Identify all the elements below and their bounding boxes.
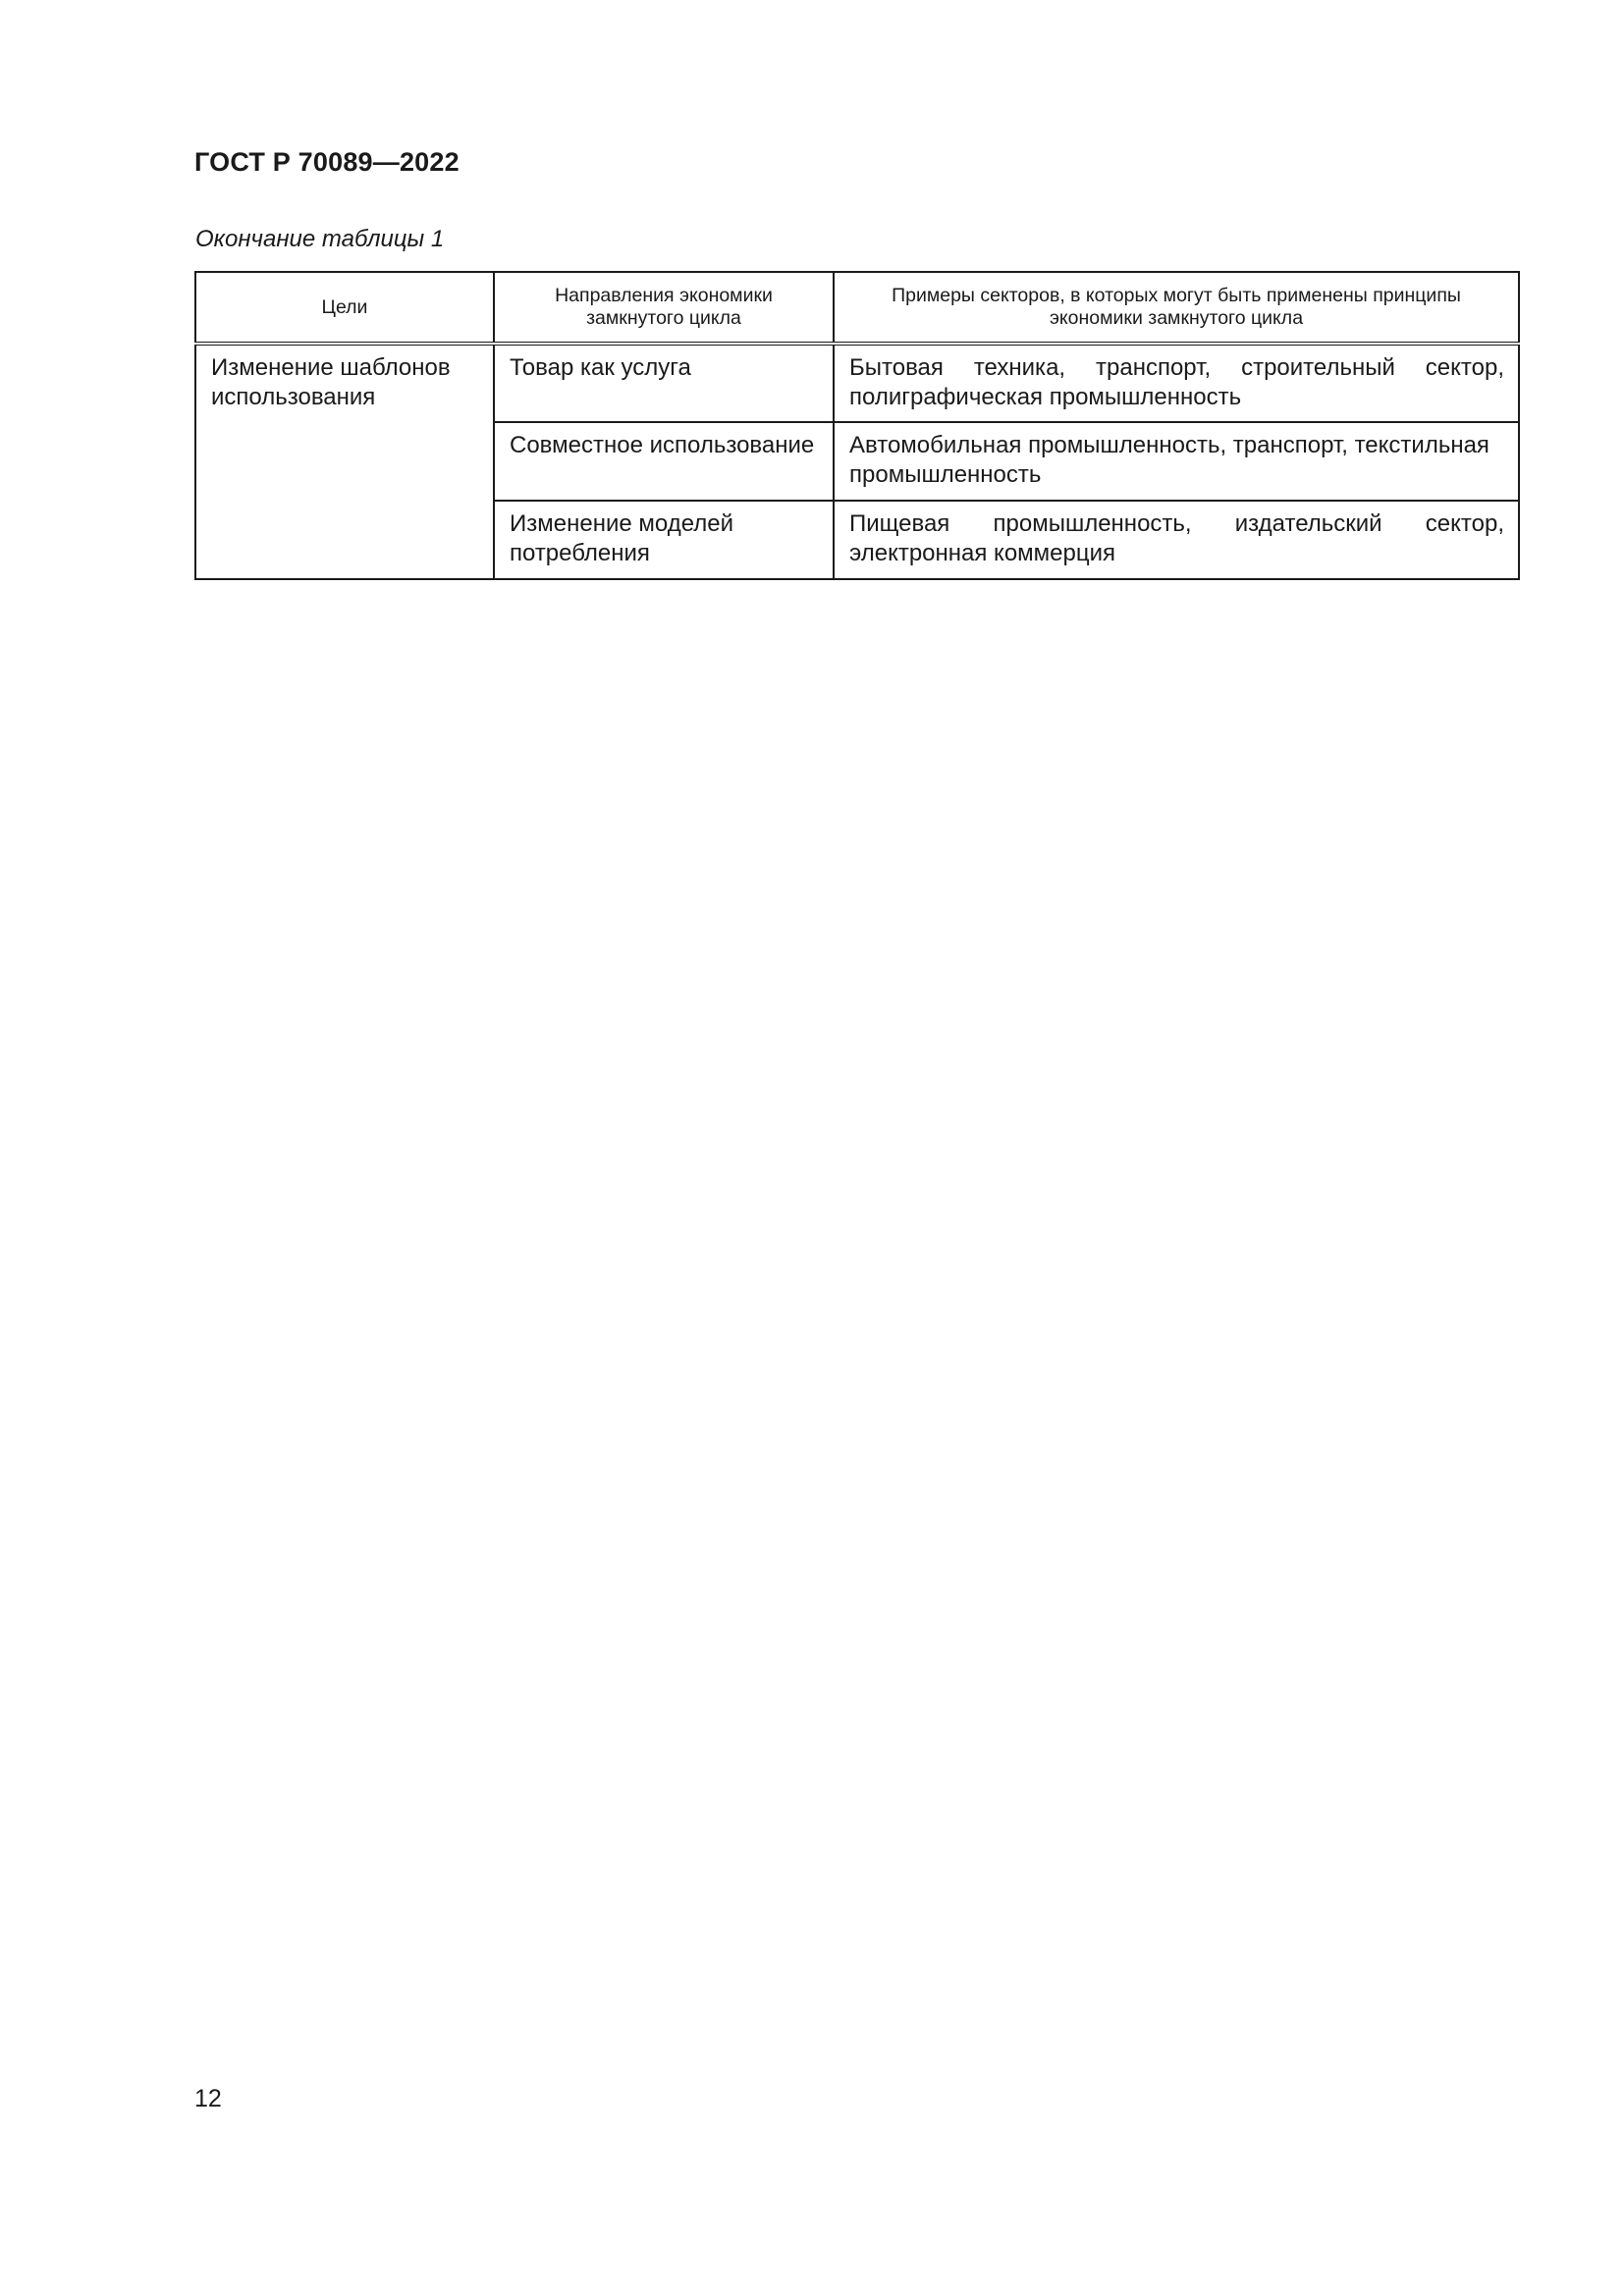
sectors-cell: Автомобильная промышленность, транспорт, текстильная промышленность xyxy=(834,422,1519,501)
direction-cell: Совместное использование xyxy=(494,422,834,501)
table-caption: Окончание таблицы 1 xyxy=(195,226,445,252)
table-row xyxy=(195,344,1519,422)
column-header-directions: Направления экономики замкнутого цикла xyxy=(494,272,834,344)
sectors-cell: Бытовая техника, транспорт, строительный сектор, полиграфическая промышленность xyxy=(834,344,1519,422)
table-header-row xyxy=(195,272,1519,344)
page-number: 12 xyxy=(194,2085,222,2112)
column-header-sectors: Примеры секторов, в которых могут быть применены принципы экономики замкнутого цикла xyxy=(834,272,1519,344)
document-header: ГОСТ Р 70089—2022 xyxy=(194,147,460,177)
column-header-goals: Цели xyxy=(195,272,494,344)
goal-cell: Изменение шаблонов использования xyxy=(195,344,494,579)
sectors-table xyxy=(194,271,1520,580)
sectors-cell: Пищевая промышленность, издательский сектор, электронная коммерция xyxy=(834,501,1519,579)
direction-cell: Изменение моделей потребления xyxy=(494,501,834,579)
direction-cell: Товар как услуга xyxy=(494,344,834,422)
